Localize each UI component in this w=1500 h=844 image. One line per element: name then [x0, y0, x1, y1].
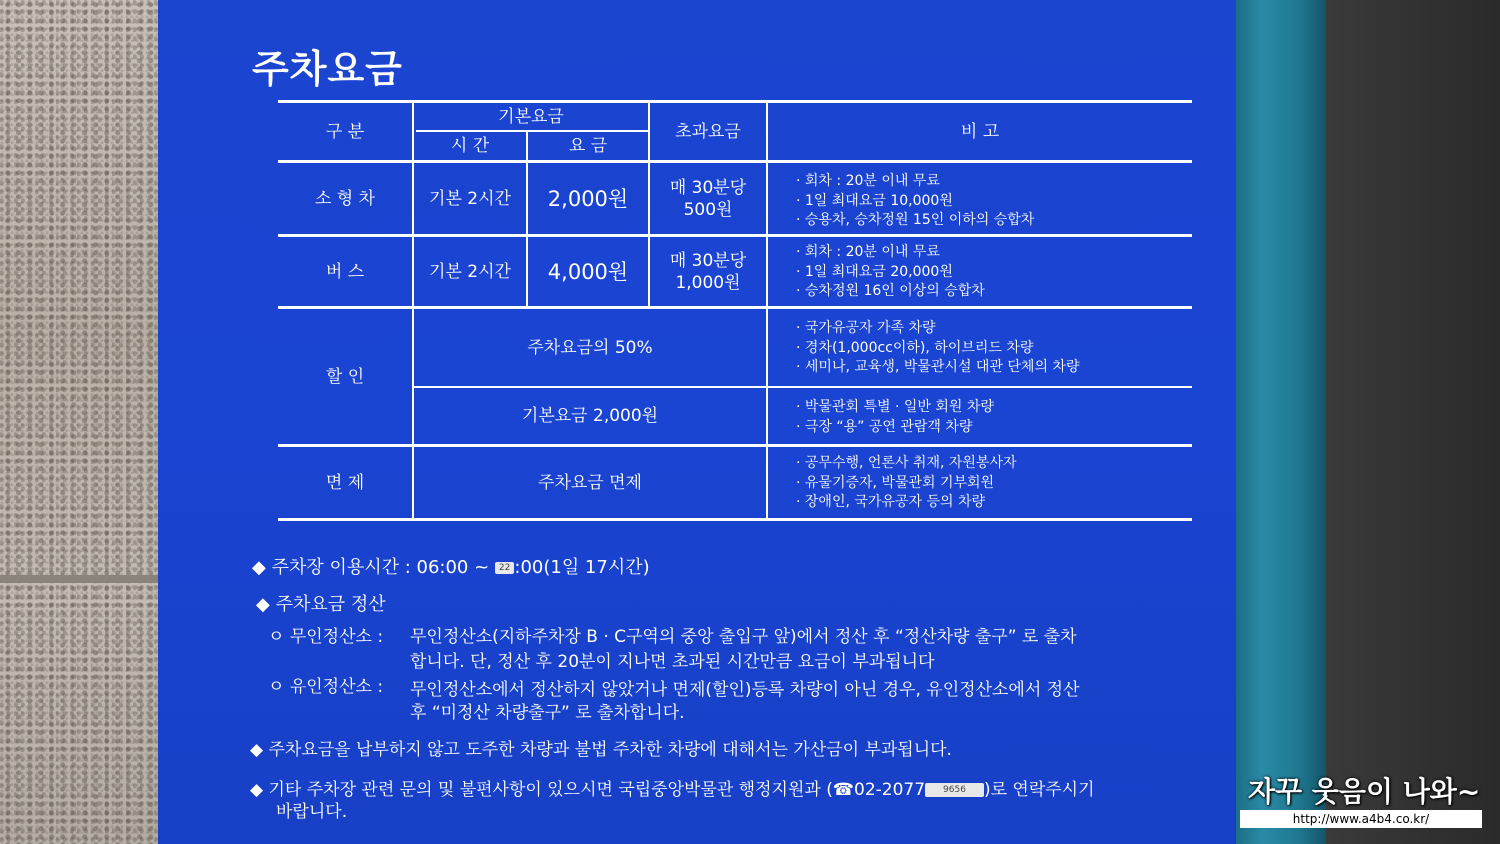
note-item: · 승용차, 승차정원 15인 이하의 승합차	[796, 212, 1035, 228]
row-bus-time: 기본 2시간	[429, 261, 511, 282]
row-small-car-time: 기본 2시간	[429, 188, 511, 209]
row-small-car-excess	[650, 163, 766, 234]
hours-prefix: ◆ 주차장 이용시간 : 06:00 ~	[252, 557, 495, 578]
note-item: · 유물기증자, 박물관회 기부회원	[796, 474, 995, 491]
note-item: · 공무수행, 언론사 취재, 자원봉사자	[796, 455, 1017, 471]
header-excess: 초과요금	[675, 121, 741, 142]
unmanned-line2: 합니다. 단, 정산 후 20분이 지나면 초과된 시간만큼 요금이 부과됩니다	[410, 652, 935, 672]
unmanned-line1: 무인정산소(지하주차장 B · C구역의 중앙 출입구 앞)에서 정산 후 “정산차량 출구” 로 출차	[410, 627, 1077, 647]
payment-title: ◆ 주차요금 정산	[256, 594, 386, 615]
contact-prefix: ◆ 기타 주차장 관련 문의 및 불편사항이 있으시면 국립중앙박물관 행정지원과 (☎02-2077	[250, 780, 926, 800]
watermark-url: http://www.a4b4.co.kr/	[1240, 810, 1482, 828]
manned-line1: 무인정산소에서 정산하지 않았거나 면제(할인)등록 차량이 아닌 경우, 유인정산소에서 정산	[410, 680, 1080, 700]
contact-suffix: )로 연락주시기	[983, 780, 1095, 800]
manned-label: ㅇ 유인정산소 :	[268, 677, 384, 697]
contact-line-2: 바랍니다.	[276, 802, 348, 822]
row-discount-text-2: 기본요금 2,000원	[521, 406, 659, 426]
row-small-car-label: 소 형 차	[314, 188, 376, 209]
note-item: · 회차 : 20분 이내 무료	[796, 173, 940, 189]
note-item: · 1일 최대요금 10,000원	[796, 192, 953, 209]
header-time: 시 간	[450, 136, 490, 156]
row-exempt-notes	[796, 454, 1017, 513]
header-remarks: 비 고	[960, 121, 1000, 142]
row-exempt-text: 주차요금 면제	[538, 472, 642, 493]
penalty-line: ◆ 주차요금을 납부하지 않고 도주한 차량과 불법 주차한 차량에 대해서는 가산금이 부과됩니다.	[250, 740, 952, 760]
row-bus-fee: 4,000원	[547, 259, 629, 284]
note-item: · 극장 “용” 공연 관람객 차량	[796, 418, 973, 435]
header-base-fee: 기본요금	[498, 106, 564, 127]
row-discount-text-1: 주차요금의 50%	[527, 337, 653, 358]
hours-line	[252, 553, 650, 579]
excess-line1: 매 30분당	[669, 177, 747, 198]
redacted-phone: 9656	[925, 783, 984, 797]
hours-suffix: :00(1일 17시간)	[514, 557, 650, 578]
excess-line2: 1,000원	[675, 272, 741, 293]
note-item: · 세미나, 교육생, 박물관시설 대관 단체의 차량	[796, 359, 1080, 375]
fee-table	[278, 96, 1192, 524]
header-category: 구 분	[325, 121, 365, 142]
note-item: · 장애인, 국가유공자 등의 차량	[796, 494, 985, 510]
note-item: · 회차 : 20분 이내 무료	[796, 244, 940, 260]
excess-line1: 매 30분당	[669, 250, 747, 271]
row-small-car-notes	[796, 172, 1034, 231]
contact-line	[250, 775, 1095, 800]
row-exempt-label: 면 제	[325, 472, 365, 493]
glass-door	[1326, 0, 1500, 844]
note-item: · 국가유공자 가족 차량	[796, 320, 936, 336]
note-item: · 승차정원 16인 이상의 승합차	[796, 283, 985, 299]
excess-line2: 500원	[683, 199, 733, 220]
stone-wall	[0, 0, 158, 844]
row-bus-notes	[796, 243, 985, 302]
note-item: · 박물관회 특별 · 일반 회원 차량	[796, 399, 994, 415]
note-item: · 1일 최대요금 20,000원	[796, 263, 953, 280]
row-discount-notes-2	[796, 398, 994, 437]
sign-frame	[1236, 0, 1326, 844]
wall-seam	[0, 575, 158, 583]
redacted-hour: 22	[495, 562, 514, 574]
note-item: · 경차(1,000cc이하), 하이브리드 차량	[796, 339, 1034, 356]
watermark-text: 자꾸 웃음이 나와~	[1248, 775, 1481, 808]
manned-line2: 후 “미정산 차량출구” 로 출차합니다.	[410, 703, 685, 723]
row-discount-label: 할 인	[325, 366, 365, 387]
header-fee: 요 금	[568, 136, 608, 156]
row-bus-excess	[650, 237, 766, 306]
unmanned-label: ㅇ 무인정산소 :	[268, 627, 384, 647]
row-bus-label: 버 스	[325, 261, 365, 282]
row-discount-notes-1	[796, 319, 1079, 378]
row-small-car-fee: 2,000원	[547, 186, 629, 211]
sign-title: 주차요금	[252, 47, 403, 91]
